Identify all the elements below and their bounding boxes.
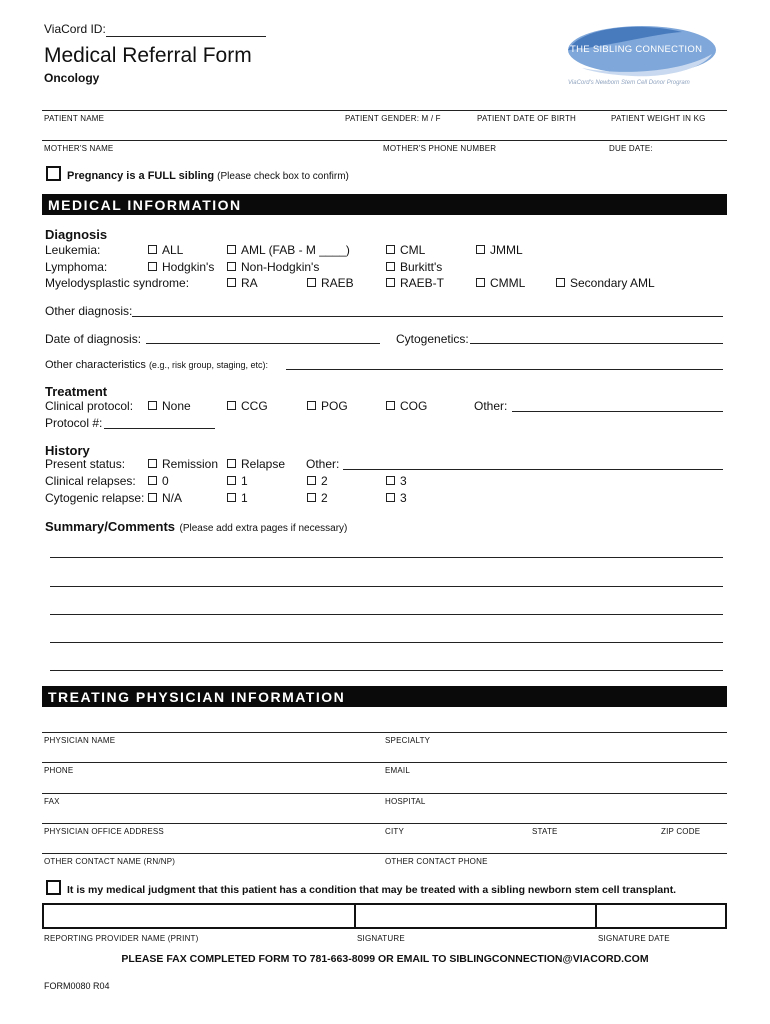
history-other-field[interactable] — [343, 469, 723, 470]
history-other-label: Other: — [306, 457, 340, 471]
signature-date-field[interactable] — [599, 905, 725, 927]
mother-phone-label: MOTHER'S PHONE NUMBER — [383, 144, 497, 153]
option-non-hodgkins[interactable]: Non-Hodgkin's — [227, 260, 319, 274]
option-relapse[interactable]: Relapse — [227, 457, 285, 471]
option-jmml[interactable]: JMML — [476, 243, 523, 257]
option-all[interactable]: ALL — [148, 243, 183, 257]
clinical-relapses-label: Clinical relapses: — [45, 474, 136, 488]
email-label: EMAIL — [385, 766, 411, 775]
other-diagnosis-field[interactable] — [132, 316, 723, 317]
summary-line[interactable] — [50, 670, 723, 671]
date-of-diagnosis-label: Date of diagnosis: — [45, 332, 142, 346]
option-remission[interactable]: Remission — [148, 457, 218, 471]
summary-row — [45, 518, 347, 536]
checkbox[interactable] — [386, 401, 395, 410]
viacord-id-field[interactable] — [106, 36, 266, 37]
clinical-relapses-1[interactable]: 1 — [227, 474, 248, 488]
summary-line[interactable] — [50, 614, 723, 615]
city-label: CITY — [385, 827, 405, 836]
cytogenic-relapse-1[interactable]: 1 — [227, 491, 248, 505]
checkbox[interactable] — [227, 459, 236, 468]
attestation-row — [46, 880, 676, 896]
hospital-label: HOSPITAL — [385, 797, 426, 806]
clinical-relapses-2[interactable]: 2 — [307, 474, 328, 488]
pregnancy-checkbox[interactable] — [46, 166, 61, 181]
fax-label: FAX — [44, 797, 60, 806]
other-contact-name-label: OTHER CONTACT NAME (RN/NP) — [44, 857, 176, 866]
option-ra[interactable]: RA — [227, 276, 258, 290]
patient-name-label: PATIENT NAME — [44, 114, 105, 123]
physician-information-header: TREATING PHYSICIAN INFORMATION — [42, 686, 727, 707]
checkbox[interactable] — [148, 493, 157, 502]
other-characteristics-field[interactable] — [286, 369, 723, 370]
other-characteristics-note: (e.g., risk group, staging, etc): — [148, 360, 268, 370]
checkbox[interactable] — [386, 476, 395, 485]
medical-information-header: MEDICAL INFORMATION — [42, 194, 727, 215]
option-raeb[interactable]: RAEB — [307, 276, 354, 290]
summary-title: Summary/Comments — [45, 519, 176, 534]
zip-label: ZIP CODE — [661, 827, 701, 836]
signature-label: SIGNATURE — [357, 934, 405, 943]
option-aml[interactable]: AML (FAB - M ____) — [227, 243, 350, 257]
summary-line[interactable] — [50, 557, 723, 558]
checkbox[interactable] — [307, 401, 316, 410]
fax-instructions: PLEASE FAX COMPLETED FORM TO 781-663-8099 OR EMAIL TO SIBLINGCONNECTION@VIACORD.COM — [121, 953, 649, 965]
protocol-number-label: Protocol #: — [45, 416, 103, 430]
signature-date-label: SIGNATURE DATE — [598, 934, 670, 943]
checkbox[interactable] — [307, 493, 316, 502]
signature-field[interactable] — [358, 905, 593, 927]
checkbox[interactable] — [227, 278, 236, 287]
cytogenic-relapse-label: Cytogenic relapse: — [45, 491, 145, 505]
clinical-protocol-label: Clinical protocol: — [45, 399, 134, 413]
diagnosis-title: Diagnosis — [45, 227, 108, 242]
form-id: FORM0080 R04 — [44, 981, 110, 991]
phone-label: PHONE — [44, 766, 74, 775]
history-title: History — [45, 443, 90, 458]
date-of-diagnosis-field[interactable] — [146, 343, 380, 344]
mds-label: Myelodysplastic syndrome: — [45, 276, 190, 290]
option-none[interactable]: None — [148, 399, 191, 413]
treatment-other-label: Other: — [474, 399, 508, 413]
cytogenetics-label: Cytogenetics: — [396, 332, 469, 346]
checkbox[interactable] — [148, 245, 157, 254]
other-diagnosis-label: Other diagnosis: — [45, 304, 133, 318]
summary-line[interactable] — [50, 586, 723, 587]
summary-note: (Please add extra pages if necessary) — [179, 523, 348, 534]
option-hodgkins[interactable]: Hodgkin's — [148, 260, 214, 274]
checkbox[interactable] — [227, 493, 236, 502]
other-characteristics-label: Other characteristics — [45, 359, 146, 371]
logo-tagline: ViaCord's Newborn Stem Cell Donor Program — [568, 80, 690, 86]
summary-line[interactable] — [50, 642, 723, 643]
mother-name-label: MOTHER'S NAME — [44, 144, 114, 153]
page-title: Medical Referral Form — [44, 44, 252, 67]
lymphoma-label: Lymphoma: — [45, 260, 108, 274]
provider-name-field[interactable] — [44, 905, 352, 927]
checkbox[interactable] — [227, 401, 236, 410]
treatment-other-field[interactable] — [512, 411, 723, 412]
pregnancy-note: (Please check box to confirm) — [217, 171, 349, 182]
leukemia-label: Leukemia: — [45, 243, 101, 257]
cytogenetics-field[interactable] — [470, 343, 723, 344]
option-pog[interactable]: POG — [307, 399, 348, 413]
checkbox[interactable] — [227, 245, 236, 254]
checkbox[interactable] — [386, 278, 395, 287]
page-subtitle: Oncology — [44, 71, 100, 85]
due-date-label: DUE DATE: — [609, 144, 653, 153]
provider-name-label: REPORTING PROVIDER NAME (PRINT) — [44, 934, 199, 943]
pregnancy-label: Pregnancy is a FULL sibling — [67, 170, 215, 182]
checkbox[interactable] — [556, 278, 565, 287]
protocol-number-field[interactable] — [104, 428, 215, 429]
checkbox[interactable] — [227, 262, 236, 271]
clinical-relapses-3[interactable]: 3 — [386, 474, 407, 488]
other-characteristics-row — [45, 359, 268, 371]
checkbox[interactable] — [148, 401, 157, 410]
option-raeb-t[interactable]: RAEB-T — [386, 276, 444, 290]
cytogenic-relapse-na[interactable]: N/A — [148, 491, 182, 505]
patient-gender-label: PATIENT GENDER: M / F — [345, 114, 441, 123]
checkbox[interactable] — [227, 476, 236, 485]
logo-text: THE SIBLING CONNECTION — [570, 44, 703, 55]
option-burkitts[interactable]: Burkitt's — [386, 260, 442, 274]
checkbox[interactable] — [307, 278, 316, 287]
present-status-label: Present status: — [45, 457, 126, 471]
specialty-label: SPECIALTY — [385, 736, 431, 745]
pregnancy-full-sibling-row — [46, 166, 349, 182]
patient-weight-label: PATIENT WEIGHT IN KG — [611, 114, 706, 123]
other-contact-phone-label: OTHER CONTACT PHONE — [385, 857, 488, 866]
viacord-id-label: ViaCord ID: — [44, 22, 106, 36]
checkbox[interactable] — [476, 278, 485, 287]
attestation-checkbox[interactable] — [46, 880, 61, 895]
attestation-text: It is my medical judgment that this patient has a condition that may be treated with a sibling newborn stem cell transplant. — [67, 884, 677, 896]
checkbox[interactable] — [148, 476, 157, 485]
option-cog[interactable]: COG — [386, 399, 427, 413]
checkbox[interactable] — [148, 459, 157, 468]
checkbox[interactable] — [386, 245, 395, 254]
checkbox[interactable] — [476, 245, 485, 254]
cytogenic-relapse-2[interactable]: 2 — [307, 491, 328, 505]
clinical-relapses-0[interactable]: 0 — [148, 474, 169, 488]
state-label: STATE — [532, 827, 558, 836]
physician-name-label: PHYSICIAN NAME — [44, 736, 116, 745]
checkbox[interactable] — [148, 262, 157, 271]
option-secondary-aml[interactable]: Secondary AML — [556, 276, 655, 290]
sibling-connection-logo — [562, 24, 722, 94]
option-ccg[interactable]: CCG — [227, 399, 268, 413]
patient-dob-label: PATIENT DATE OF BIRTH — [477, 114, 577, 123]
checkbox[interactable] — [386, 493, 395, 502]
checkbox[interactable] — [307, 476, 316, 485]
option-cml[interactable]: CML — [386, 243, 425, 257]
checkbox[interactable] — [386, 262, 395, 271]
treatment-title: Treatment — [45, 384, 108, 399]
option-cmml[interactable]: CMML — [476, 276, 525, 290]
cytogenic-relapse-3[interactable]: 3 — [386, 491, 407, 505]
office-address-label: PHYSICIAN OFFICE ADDRESS — [44, 827, 164, 836]
